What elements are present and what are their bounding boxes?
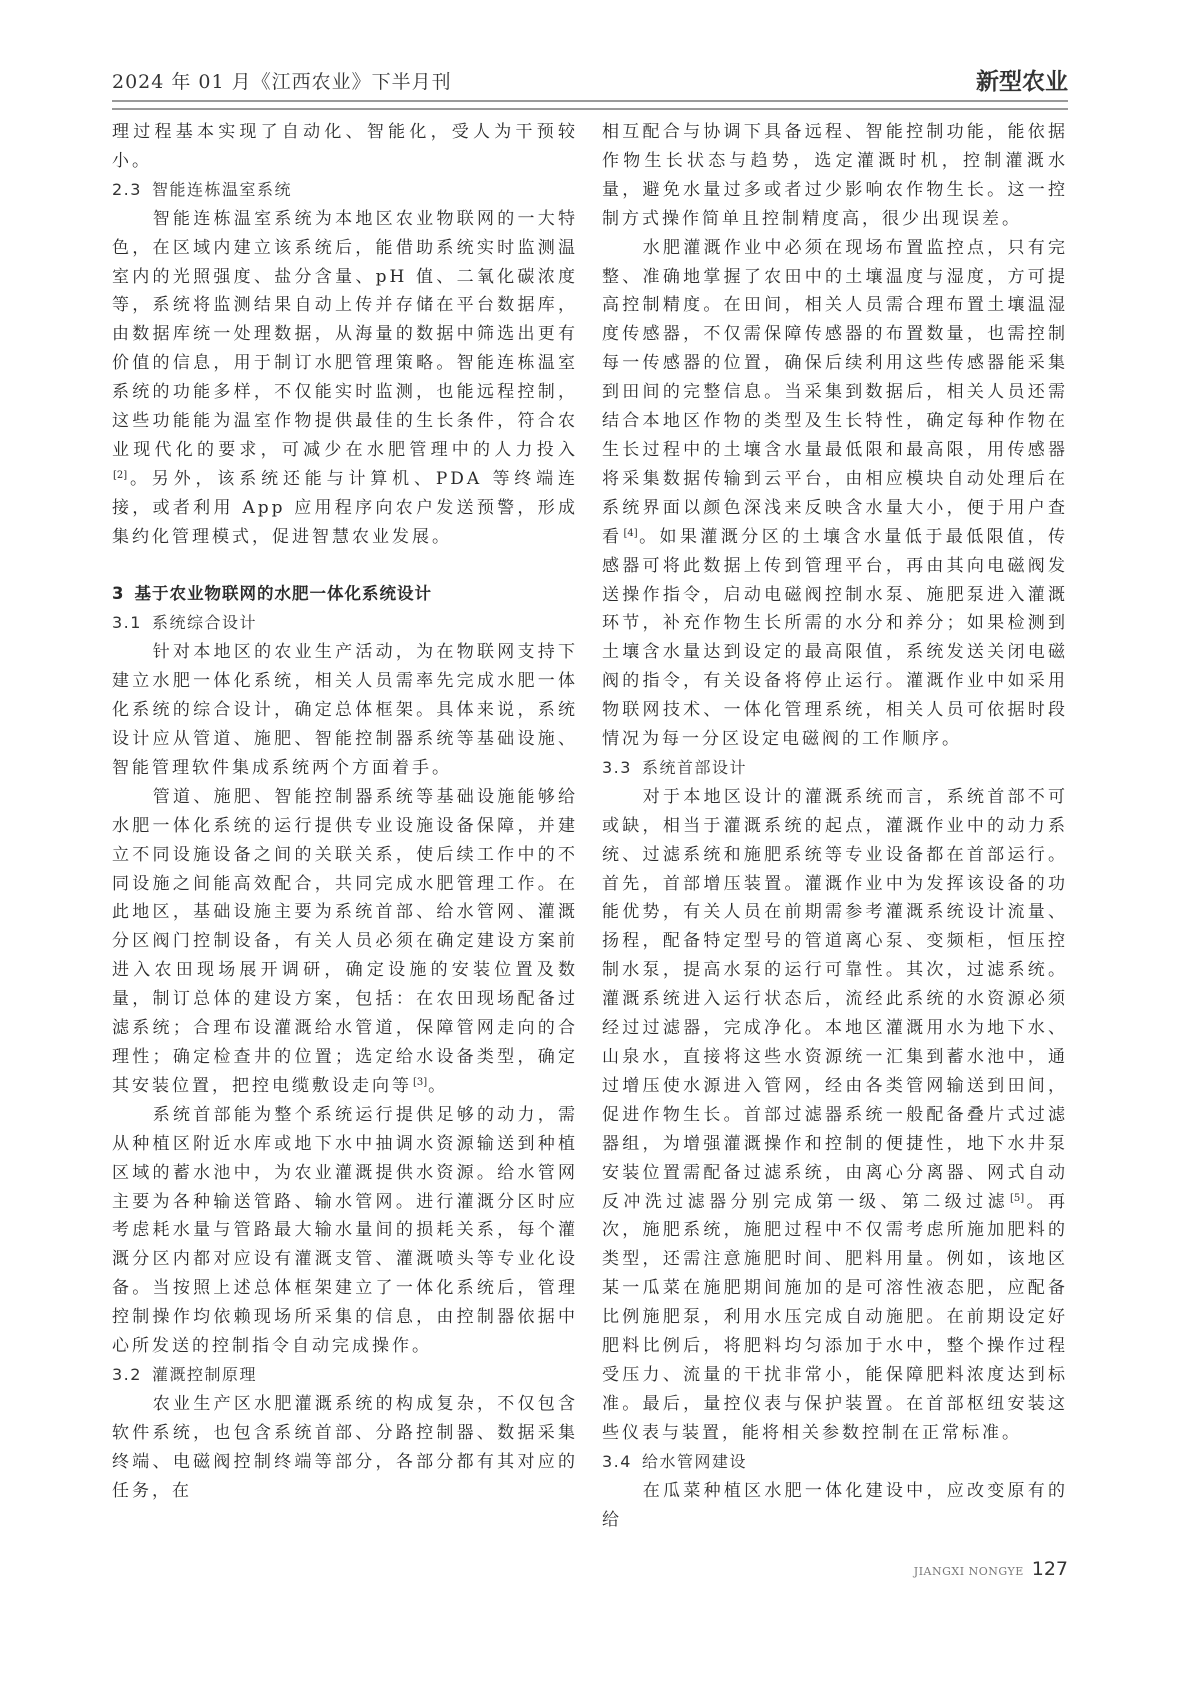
heading-title: 智能连栋温室系统 xyxy=(151,179,292,199)
paragraph-text: 针对本地区的农业生产活动，为在物联网支持下建立水肥一体化系统，相关人员需率先完成水肥一体化系统的综合设计，确定总体框架。具体来说，系统设计应从管道、施肥、智能控制器系统等基础设施、智能管理软件集成系统两个方面着手。 xyxy=(112,642,578,778)
heading-title: 基于农业物联网的水肥一体化系统设计 xyxy=(134,584,432,604)
paragraph-text: 。如果灌溉分区的土壤含水量低于最低限值，传感器可将此数据上传到管理平台，再由其向电磁阀发送操作指令，启动电磁阀控制水泵、施肥泵进入灌溉环节，补充作物生长所需的水分和养分；如果检测到土壤含水量达到设定的最高限值，系统发送关闭电磁阀的指令，有关设备将停止运行。灌溉作业中如采用物联网技术、一体化管理系统，相关人员可依据时段情况为每一分区设定电磁阀的工作顺序。 xyxy=(602,526,1069,750)
body-paragraph xyxy=(602,1477,1068,1535)
heading-title: 系统综合设计 xyxy=(151,613,257,633)
subsection-heading xyxy=(602,754,1068,783)
body-paragraph xyxy=(112,783,578,1101)
body-paragraph xyxy=(602,234,1068,754)
paragraph-text: 。再次，施肥系统，施肥过程中不仅需考虑所施加肥料的类型，还需注意施肥时间、肥料用量。例如，该地区某一瓜菜在施肥期间施加的是可溶性液态肥，应配备比例施肥泵，利用水压完成自动施肥。在前期设定好肥料比例后，将肥料均匀添加于水中，整个操作过程受压力、流量的干扰非常小，能保障肥料浓度达到标准。最后，量控仪表与保护装置。在首部枢纽安装这些仪表与装置，能将相关参数控制在正常标准。 xyxy=(602,1191,1069,1443)
heading-title: 系统首部设计 xyxy=(641,757,747,777)
paragraph-text: 系统首部能为整个系统运行提供足够的动力，需从种植区附近水库或地下水中抽调水资源输送到种植区域的蓄水池中，为农业灌溉提供水资源。给水管网主要为各种输送管路、输水管网。进行灌溉分区时应考虑耗水量与管路最大输水量间的损耗关系，每个灌溉分区内都对应设有灌溉支管、灌溉喷头等专业化设备。当按照上述总体框架建立了一体化系统后，管理控制操作均依赖现场所采集的信息，由控制器依据中心所发送的控制指令自动完成操作。 xyxy=(112,1104,578,1357)
heading-number: 3 xyxy=(112,584,125,604)
body-paragraph xyxy=(112,1390,578,1506)
section-title: 新型农业 xyxy=(976,69,1068,95)
citation-reference: [5] xyxy=(1010,1192,1025,1204)
heading-number: 3.3 xyxy=(602,757,632,777)
paragraph-text: 管道、施肥、智能控制器系统等基础设施能够给水肥一体化系统的运行提供专业设施设备保障，并建立不同设施设备之间的关联关系，使后续工作中的不同设施之间能高效配合，共同完成水肥管理工作。在此地区，基础设施主要为系统首部、给水管网、灌溉分区阀门控制设备，有关人员必须在确定建设方案前进入农田现场展开调研，确定设施的安装位置及数量，制订总体的建设方案，包括：在农田现场配备过滤系统；合理布设灌溉给水管道，保障管网走向的合理性；确定检查井的位置；选定给水设备类型，确定其安装位置，把控电缆敷设走向等 xyxy=(112,786,578,1096)
paragraph-text: 。另外，该系统还能与计算机、PDA 等终端连接，或者利用 App 应用程序向农户发送预警，形成集约化管理模式，促进智慧农业发展。 xyxy=(112,468,578,547)
section-heading xyxy=(112,580,578,609)
body-columns xyxy=(112,118,1068,1534)
page-footer xyxy=(112,1534,1068,1580)
citation-reference: [4] xyxy=(623,527,638,539)
paragraph-text: 智能连栋温室系统为本地区农业物联网的一大特色，在区域内建立该系统后，能借助系统实时监测温室内的光照强度、盐分含量、pH 值、二氧化碳浓度等，系统将监测结果自动上传并存储在平台数据库，由数据库统一处理数据，从海量的数据中筛选出更有价值的信息，用于制订水肥管理策略。智能连栋温室系统的功能多样，不仅能实时监测，也能远程控制，这些功能能为温室作物提供最佳的生长条件，符合农业现代化的要求，可减少在水肥管理中的人力投入 xyxy=(112,208,578,460)
paragraph-text: 理过程基本实现了自动化、智能化，受人为干预较小。 xyxy=(112,122,578,171)
heading-title: 给水管网建设 xyxy=(641,1451,747,1471)
body-paragraph xyxy=(602,783,1068,1448)
citation-reference: [3] xyxy=(413,1076,428,1088)
paragraph-text: 相互配合与协调下具备远程、智能控制功能，能依据作物生长状态与趋势，选定灌溉时机，控制灌溉水量，避免水量过多或者过少影响农作物生长。这一控制方式操作简单且控制精度高，很少出现误差。 xyxy=(602,122,1068,229)
paragraph-text: 农业生产区水肥灌溉系统的构成复杂，不仅包含软件系统，也包含系统首部、分路控制器、数据采集终端、电磁阀控制终端等部分，各部分都有其对应的任务，在 xyxy=(112,1393,578,1501)
body-paragraph xyxy=(112,205,578,552)
subsection-heading xyxy=(112,176,578,205)
heading-title: 灌溉控制原理 xyxy=(151,1364,257,1384)
subsection-heading xyxy=(602,1448,1068,1477)
paragraph-text: 。 xyxy=(428,1075,449,1096)
left-column xyxy=(112,118,578,1534)
heading-number: 3.2 xyxy=(112,1364,142,1384)
magazine-name: JIANGXI NONGYE xyxy=(913,1565,1024,1579)
journal-issue-header: 2024 年 01 月《江西农业》下半月刊 xyxy=(112,71,452,93)
heading-number: 2.3 xyxy=(112,179,142,199)
page-number: 127 xyxy=(1031,1558,1068,1581)
heading-number: 3.1 xyxy=(112,613,142,633)
paragraph-text: 对于本地区设计的灌溉系统而言，系统首部不可或缺，相当于灌溉系统的起点，灌溉作业中的动力系统、过滤系统和施肥系统等专业设备都在首部运行。首先，首部增压装置。灌溉作业中为发挥该设备的功能优势，有关人员在前期需参考灌溉系统设计流量、扬程，配备特定型号的管道离心泵、变频柜，恒压控制水泵，提高水泵的运行可靠性。其次，过滤系统。灌溉系统进入运行状态后，流经此系统的水资源必须经过过滤器，完成净化。本地区灌溉用水为地下水、山泉水，直接将这些水资源统一汇集到蓄水池中，通过增压使水源进入管网，经由各类管网输送到田间，促进作物生长。首部过滤器系统一般配备叠片式过滤器组，为增强灌溉操作和控制的便捷性，地下水井泵安装位置需配备过滤系统，由离心分离器、网式自动反冲洗过滤器分别完成第一级、第二级过滤 xyxy=(602,786,1068,1212)
citation-reference: [2] xyxy=(113,469,128,481)
right-column xyxy=(602,118,1068,1534)
body-paragraph xyxy=(112,1101,578,1361)
subsection-heading xyxy=(112,1361,578,1390)
body-paragraph xyxy=(602,118,1068,234)
heading-number: 3.4 xyxy=(602,1451,632,1471)
body-paragraph xyxy=(112,118,578,176)
header-divider xyxy=(112,100,1068,110)
page-header xyxy=(112,0,1068,96)
paragraph-text: 在瓜菜种植区水肥一体化建设中，应改变原有的给 xyxy=(602,1480,1068,1530)
paragraph-text: 水肥灌溉作业中必须在现场布置监控点，只有完整、准确地掌握了农田中的土壤温度与湿度，方可提高控制精度。在田间，相关人员需合理布置土壤温湿度传感器，不仅需保障传感器的布置数量，也需控制每一传感器的位置，确保后续利用这些传感器能采集到田间的完整信息。当采集到数据后，相关人员还需结合本地区作物的类型及生长特性，确定每种作物在生长过程中的土壤含水量最低限和最高限，用传感器将采集数据传输到云平台，由相应模块自动处理后在系统界面以颜色深浅来反映含水量大小，便于用户查看 xyxy=(602,237,1068,547)
body-paragraph xyxy=(112,638,578,783)
subsection-heading xyxy=(112,609,578,638)
